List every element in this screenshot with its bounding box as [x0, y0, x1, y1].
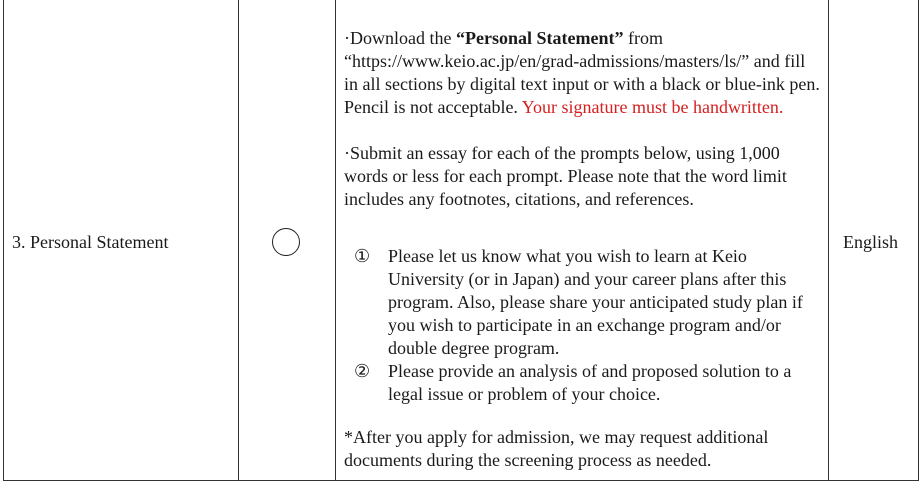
- prompt-number: ①: [354, 246, 371, 266]
- prompt-list: [344, 245, 822, 406]
- prompt-text: Please let us know what you wish to learn at Keio University (or in Japan) and your career plans after this program. Also, please share your anticipated study plan if you wish to participate in an exchange program and/or double degree program.: [388, 246, 803, 358]
- prompt-item: [344, 245, 822, 360]
- download-text: from “https://www.keio.ac.jp/en/grad-admissions/masters/ls/” and fill in all sections by digital text input or with a black or blue-ink pen. Pencil is not acceptable.: [344, 28, 820, 117]
- requirement-details: [344, 27, 822, 472]
- column-divider: [828, 0, 829, 480]
- item-label: 3. Personal Statement: [12, 232, 169, 252]
- download-prefix: ·Download the: [344, 28, 456, 48]
- prompt-item: [344, 360, 822, 406]
- signature-warning: Your signature must be handwritten.: [521, 97, 784, 117]
- language-label: English: [843, 232, 899, 252]
- personal-statement-title: “Personal Statement”: [455, 28, 624, 48]
- download-instructions: [344, 27, 822, 119]
- column-divider: [335, 0, 336, 480]
- additional-documents-note: *After you apply for admission, we may request additional documents during the screening process as needed.: [344, 427, 769, 470]
- required-circle-icon: [272, 228, 300, 256]
- essay-instructions: ·Submit an essay for each of the prompts below, using 1,000 words or less for each prompt. Please note that the word limit includes any footnotes, citations, and references.: [344, 143, 787, 209]
- prompt-number: ②: [354, 361, 371, 381]
- prompt-text: Please provide an analysis of and proposed solution to a legal issue or problem of your choice.: [388, 361, 792, 404]
- column-divider: [238, 0, 239, 480]
